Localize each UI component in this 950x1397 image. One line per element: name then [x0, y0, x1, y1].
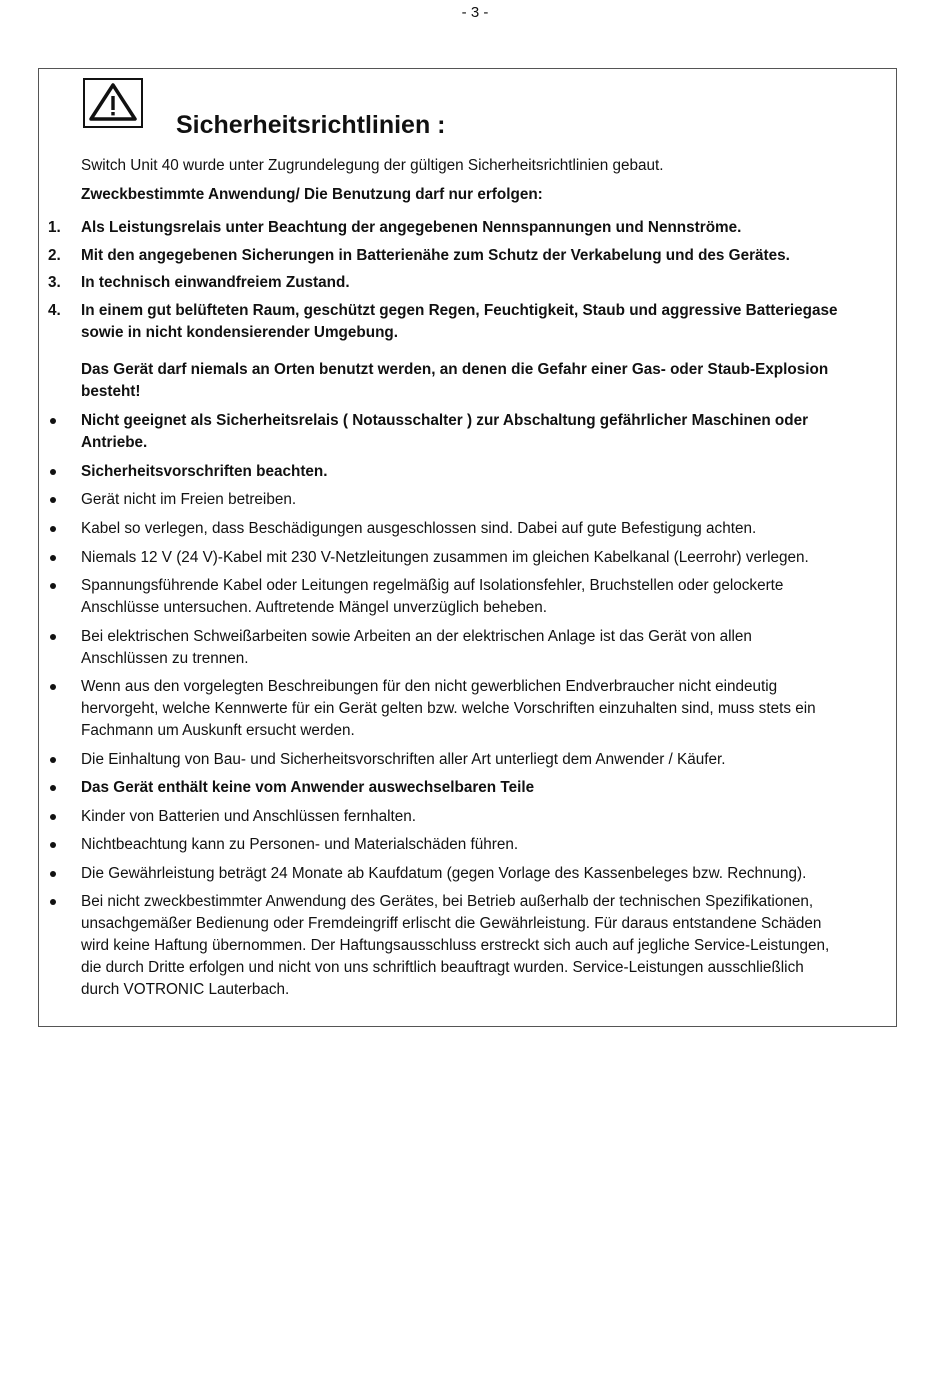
- purpose-heading: Zweckbestimmte Anwendung/ Die Benutzung darf nur erfolgen:: [81, 186, 543, 203]
- bullet-text: hervorgeht, welche Kennwerte für ein Gerät gelten bzw. welche Vorschriften einzuhalten sind, muss stets ein: [81, 700, 816, 717]
- bullet-icon: [50, 785, 56, 791]
- bullet-text: Sicherheitsvorschriften beachten.: [81, 463, 328, 480]
- item-text: In technisch einwandfreiem Zustand.: [81, 274, 350, 291]
- bullet-icon: [50, 757, 56, 763]
- safety-guidelines-box: [38, 68, 897, 1027]
- bullet-text: Bei elektrischen Schweißarbeiten sowie Arbeiten an der elektrischen Anlage ist das Gerät von allen: [81, 628, 752, 645]
- bullet-text: Nichtbeachtung kann zu Personen- und Materialschäden führen.: [81, 836, 519, 853]
- warning-text: Das Gerät darf niemals an Orten benutzt werden, an denen die Gefahr einer Gas- oder Staub-Explosion: [81, 361, 829, 378]
- bullet-text: Die Gewährleistung beträgt 24 Monate ab Kaufdatum (gegen Vorlage des Kassenbeleges bzw. Rechnung).: [81, 865, 807, 882]
- bullet-icon: [50, 871, 56, 877]
- bullet-icon: [50, 583, 56, 589]
- item-number: 4.: [48, 302, 61, 319]
- bullet-text: Nicht geeignet als Sicherheitsrelais ( Notausschalter ) zur Abschaltung gefährlicher Maschinen oder: [81, 412, 809, 429]
- bullet-text: Antriebe.: [81, 434, 148, 451]
- bullet-text: Die Einhaltung von Bau- und Sicherheitsvorschriften aller Art unterliegt dem Anwender / Käufer.: [81, 751, 726, 768]
- bullet-text: Fachmann um Auskunft ersucht werden.: [81, 722, 355, 739]
- bullet-icon: [50, 497, 56, 503]
- bullet-text: Anschlüsse untersuchen. Auftretende Mängel unverzüglich beheben.: [81, 599, 548, 616]
- page-number: - 3 -: [461, 4, 489, 21]
- bullet-text: Wenn aus den vorgelegten Beschreibungen für den nicht gewerblichen Endverbraucher nicht eindeutig: [81, 678, 778, 695]
- item-text: In einem gut belüfteten Raum, geschützt gegen Regen, Feuchtigkeit, Staub und aggressive Batteriegase: [81, 302, 838, 319]
- bullet-text: unsachgemäßer Bedienung oder Fremdeingriff erlischt die Gewährleistung. Für daraus entstandene Schäden: [81, 915, 822, 932]
- bullet-text: Spannungsführende Kabel oder Leitungen regelmäßig auf Isolationsfehler, Bruchstellen oder gelockerte: [81, 577, 784, 594]
- warning-triangle-icon: [83, 78, 143, 128]
- intro-text: Switch Unit 40 wurde unter Zugrundelegung der gültigen Sicherheitsrichtlinien gebaut.: [81, 157, 664, 174]
- bullet-text: wird keine Haftung übernommen. Der Haftungsausschluss erstreckt sich auch auf jegliche Service-Leistungen,: [81, 937, 830, 954]
- item-number: 3.: [48, 274, 61, 291]
- item-text: Als Leistungsrelais unter Beachtung der angegebenen Nennspannungen und Nennströme.: [81, 219, 742, 236]
- bullet-text: Bei nicht zweckbestimmter Anwendung des Gerätes, bei Betrieb außerhalb der technischen Spezifikationen,: [81, 893, 814, 910]
- bullet-icon: [50, 555, 56, 561]
- bullet-text: Niemals 12 V (24 V)-Kabel mit 230 V-Netzleitungen zusammen im gleichen Kabelkanal (Leerrohr) verlegen.: [81, 549, 809, 566]
- warning-text: besteht!: [81, 383, 141, 400]
- section-title: Sicherheitsrichtlinien :: [176, 111, 446, 139]
- bullet-text: die durch Dritte erfolgen und nicht von uns schriftlich beauftragt wurden. Service-Leistungen ausschließlich: [81, 959, 804, 976]
- bullet-icon: [50, 684, 56, 690]
- bullet-text: Gerät nicht im Freien betreiben.: [81, 491, 297, 508]
- bullet-icon: [50, 634, 56, 640]
- bullet-text: Das Gerät enthält keine vom Anwender auswechselbaren Teile: [81, 779, 535, 796]
- item-number: 2.: [48, 247, 61, 264]
- bullet-icon: [50, 899, 56, 905]
- bullet-text: durch VOTRONIC Lauterbach.: [81, 981, 290, 998]
- bullet-text: Anschlüssen zu trennen.: [81, 650, 249, 667]
- item-text: sowie in nicht kondensierender Umgebung.: [81, 324, 399, 341]
- item-text: Mit den angegebenen Sicherungen in Batterienähe zum Schutz der Verkabelung und des Gerätes.: [81, 247, 790, 264]
- bullet-text: Kabel so verlegen, dass Beschädigungen ausgeschlossen sind. Dabei auf gute Befestigung achten.: [81, 520, 757, 537]
- item-number: 1.: [48, 219, 61, 236]
- bullet-icon: [50, 526, 56, 532]
- bullet-icon: [50, 814, 56, 820]
- bullet-icon: [50, 842, 56, 848]
- bullet-icon: [50, 469, 56, 475]
- bullet-text: Kinder von Batterien und Anschlüssen fernhalten.: [81, 808, 417, 825]
- bullet-icon: [50, 418, 56, 424]
